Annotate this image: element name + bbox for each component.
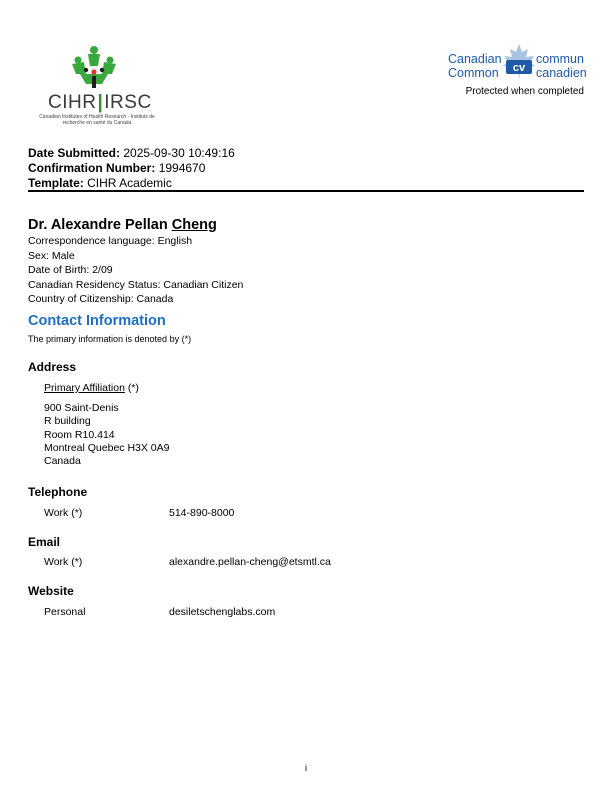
template-value: CIHR Academic [87,176,172,190]
cihr-logo [28,44,164,128]
cihr-tagline: Canadian Institutes of Health Research · Instituts de recherche en santé du Canada [39,114,155,126]
protected-note: Protected when completed [465,86,584,97]
address-line: Montreal Quebec H3X 0A9 [44,441,170,454]
person-details [28,234,243,307]
ccv-english-wordmark: Canadian Common [448,52,502,80]
date-of-birth: Date of Birth: 2/09 [28,264,113,277]
country-of-citizenship: Country of Citizenship: Canada [28,293,174,306]
ccv-maple-leaf-icon [502,44,536,80]
date-submitted-row [28,146,235,161]
correspondence-language: Correspondence language: English [28,235,193,247]
date-submitted-label: Date Submitted: [28,146,121,160]
maple-leaf-people-icon [68,44,120,90]
address-heading: Address [28,360,77,374]
website-value: desiletschenglabs.com [169,606,276,618]
residency-status: Canadian Residency Status: Canadian Citizen [28,278,244,291]
confirmation-label: Confirmation Number: [28,161,156,175]
telephone-heading: Telephone [28,485,88,499]
sex: Sex: Male [28,249,75,262]
page-number: i [305,763,307,773]
website-type: Personal [44,606,86,618]
confirmation-row [28,161,235,176]
address-line: Room R10.414 [44,428,115,441]
template-row [28,176,235,191]
address-line: 900 Saint-Denis [44,402,119,414]
address-line: R building [44,415,91,428]
telephone-type: Work (*) [44,507,83,519]
email-value: alexandre.pellan-cheng@etsmtl.ca [169,556,331,568]
confirmation-value: 1994670 [158,161,206,175]
address-line: Canada [44,455,81,468]
email-type: Work (*) [44,556,83,568]
primary-note: The primary information is denoted by (*) [28,334,192,344]
ccv-french-wordmark: commun canadien [536,52,587,80]
primary-affiliation-label: Primary Affiliation [44,382,125,394]
primary-affiliation-mark: (*) [127,382,139,394]
primary-affiliation [44,382,139,394]
person-surname: Cheng [171,217,217,233]
address-lines [44,402,170,468]
submission-meta [28,146,235,191]
date-submitted-value: 2025-09-30 10:49:16 [123,146,235,160]
ccv-mark-text: cv [512,62,526,74]
cihr-wordmark: CIHR|IRSC [48,92,152,113]
email-heading: Email [28,535,61,549]
header-divider [28,190,584,192]
ccv-logo [448,44,588,84]
website-heading: Website [28,584,74,598]
person-name-prefix: Dr. Alexandre Pellan [28,217,168,233]
template-label: Template: [28,176,84,190]
telephone-value: 514-890-8000 [169,507,235,519]
person-name [28,217,217,233]
contact-information-heading: Contact Information [28,313,166,329]
